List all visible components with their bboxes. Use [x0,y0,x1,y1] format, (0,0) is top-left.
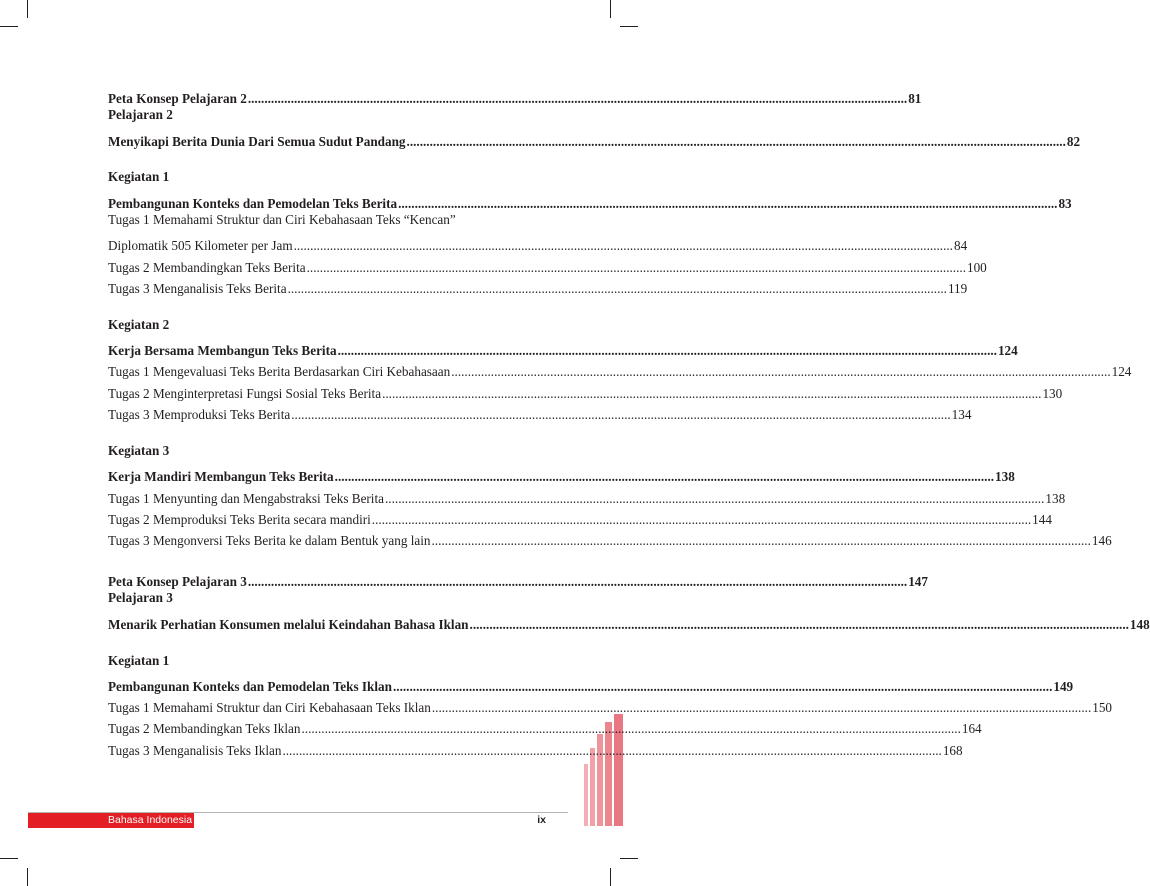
toc-page-number: 148 [1129,617,1150,632]
toc-entry-label: Kerja Mandiri Membangun Teks Berita [108,469,334,484]
toc-dot-leader: ........................................................................................................................................................................................................ [385,491,1045,506]
toc-page-number: 130 [1042,386,1063,401]
toc-entry-label: Menarik Perhatian Konsumen melalui Keindahan Bahasa Iklan [108,617,469,632]
toc-entry-label: Diplomatik 505 Kilometer per Jam [108,238,293,253]
toc-entry-label: Tugas 1 Menyunting dan Mengabstraksi Teks Berita [108,491,384,506]
toc-page-number: 81 [908,91,922,106]
toc-entry-label: Tugas 2 Menginterpretasi Fungsi Sosial Teks Berita [108,386,382,401]
toc-entry[interactable] [108,359,1132,379]
toc-page-number: 168 [942,743,963,758]
toc-page-number: 150 [1092,700,1113,715]
stripe [590,748,595,826]
toc-page-number: 100 [966,260,987,275]
toc-page-number: 83 [1058,196,1072,211]
toc-entry[interactable] [108,381,1063,401]
crop-mark-bottom-right-h [620,858,638,859]
toc-entry-label: Peta Konsep Pelajaran 3 [108,574,247,589]
toc-heading [108,107,542,127]
toc-entry-label: Kegiatan 1 [108,653,170,668]
toc-entry[interactable] [108,191,1072,211]
toc-dot-leader: ........................................................................................................................................................................................................ [247,91,908,106]
toc-dot-leader: ........................................................................................................................................................................................................ [398,196,1058,211]
toc-entry[interactable] [108,233,968,253]
toc-page-number: 146 [1091,533,1112,548]
toc-page-number: 124 [1111,364,1132,379]
crop-mark-top-right-v [610,0,611,18]
toc-heading [108,653,542,673]
footer-book-title: Bahasa Indonesia [108,814,193,826]
toc-dot-leader: ........................................................................................................................................................................................................ [293,238,953,253]
toc-entry[interactable] [108,716,982,736]
toc-page-number: 164 [961,721,982,736]
crop-mark-top-left-v [27,0,28,18]
toc-entry-label: Kegiatan 1 [108,169,170,184]
toc-page-number: 149 [1053,679,1074,694]
toc-dot-leader: ........................................................................................................................................................................................................ [282,743,942,758]
toc-entry-label: Pembangunan Konteks dan Pemodelan Teks Iklan [108,679,392,694]
toc-entry-label: Tugas 1 Mengevaluasi Teks Berita Berdasarkan Ciri Kebahasaan [108,364,451,379]
toc-heading [108,169,542,189]
toc-dot-leader: ........................................................................................................................................................................................................ [451,364,1111,379]
toc-dot-leader: ........................................................................................................................................................................................................ [431,700,1092,715]
toc-dot-leader: ........................................................................................................................................................................................................ [406,134,1066,149]
toc-dot-leader: ........................................................................................................................................................................................................ [287,281,947,296]
toc-page-number: 124 [997,343,1018,358]
toc-entry-label: Tugas 3 Menganalisis Teks Berita [108,281,287,296]
toc-dot-leader: ........................................................................................................................................................................................................ [334,469,995,484]
toc-dot-leader: ........................................................................................................................................................................................................ [431,533,1091,548]
toc-entry-label: Kegiatan 2 [108,317,170,332]
toc-page-number: 82 [1066,134,1081,149]
toc-entry[interactable] [108,528,1112,548]
toc-heading [108,317,542,337]
toc-entry[interactable] [108,674,1074,694]
toc-page-number: 134 [951,407,972,422]
toc-entry[interactable] [108,486,1066,506]
footer-page-number: ix [537,814,546,826]
toc-entry[interactable] [108,695,1113,715]
toc-entry-label: Pembangunan Konteks dan Pemodelan Teks Berita [108,196,398,211]
toc-entry[interactable] [108,464,1015,484]
toc-entry-label: Kerja Bersama Membangun Teks Berita [108,343,337,358]
toc-entry-label: Tugas 1 Memahami Struktur dan Ciri Kebahasaan Teks Iklan [108,700,431,715]
toc-dot-leader: ........................................................................................................................................................................................................ [371,512,1032,527]
toc-heading [108,443,542,463]
toc-entry-label: Tugas 2 Membandingkan Teks Iklan [108,721,301,736]
toc-dot-leader: ........................................................................................................................................................................................................ [337,343,997,358]
crop-mark-bottom-left-h [0,858,18,859]
toc-entry[interactable] [108,276,968,296]
toc-dot-leader: ........................................................................................................................................................................................................ [382,386,1042,401]
toc-entry[interactable] [108,507,1052,527]
toc-entry-label: Tugas 3 Mengonversi Teks Berita ke dalam Bentuk yang lain [108,533,431,548]
stripe [584,764,588,826]
toc-entry[interactable] [108,129,1081,149]
toc-entry-label: Peta Konsep Pelajaran 2 [108,91,247,106]
toc-entry[interactable] [108,612,1150,632]
toc-dot-leader: ........................................................................................................................................................................................................ [291,407,951,422]
toc-dot-leader: ........................................................................................................................................................................................................ [301,721,961,736]
toc-entry-label: Menyikapi Berita Dunia Dari Semua Sudut Pandang [108,134,406,149]
toc-entry-label: Tugas 2 Membandingkan Teks Berita [108,260,306,275]
crop-mark-top-right-h [620,26,638,27]
toc-entry[interactable] [108,738,963,758]
toc-dot-leader: ........................................................................................................................................................................................................ [392,679,1053,694]
toc-dot-leader: ........................................................................................................................................................................................................ [247,574,908,589]
toc-heading [108,590,542,610]
crop-mark-top-left-h [0,26,18,27]
toc-page-number: 144 [1032,512,1052,527]
toc-entry-label: Tugas 3 Menganalisis Teks Iklan [108,743,282,758]
toc-page-number: 138 [995,469,1015,484]
toc-entry-label: Pelajaran 3 [108,590,173,605]
toc-dot-leader: ........................................................................................................................................................................................................ [306,260,966,275]
toc-page-number: 84 [953,238,968,253]
toc-entry[interactable] [108,402,972,422]
toc-heading [108,212,542,232]
toc-dot-leader: ........................................................................................................................................................................................................ [469,617,1129,632]
toc-entry[interactable] [108,569,928,589]
toc-page-number: 147 [908,574,928,589]
toc-entry-label: Tugas 1 Memahami Struktur dan Ciri Kebahasaan Teks “Kencan” [108,212,456,227]
crop-mark-bottom-right-v [610,868,611,886]
toc-entry-label: Kegiatan 3 [108,443,170,458]
toc-entry[interactable] [108,338,1018,358]
toc-entry[interactable] [108,255,987,275]
toc-page-number: 138 [1045,491,1066,506]
toc-entry-label: Tugas 2 Memproduksi Teks Berita secara mandiri [108,512,371,527]
toc-entry-label: Pelajaran 2 [108,107,173,122]
toc-entry[interactable] [108,86,922,106]
stripe [605,722,612,826]
toc-entry-label: Tugas 3 Memproduksi Teks Berita [108,407,291,422]
toc-page-number: 119 [947,281,968,296]
crop-mark-bottom-left-v [27,868,28,886]
